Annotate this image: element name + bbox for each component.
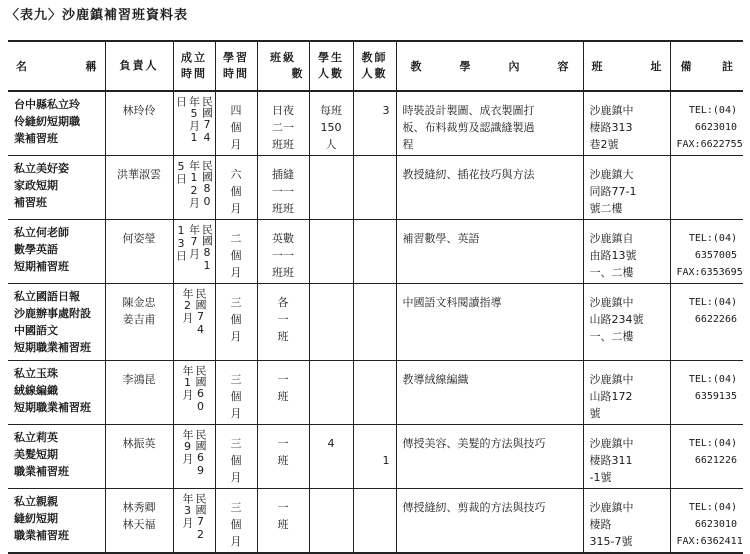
school-name-line: 伶縫紉短期職 bbox=[14, 115, 80, 128]
address-cell bbox=[583, 91, 670, 156]
teachers-cell bbox=[353, 220, 396, 284]
classes-line: 班 bbox=[277, 518, 289, 531]
students-line: 4 bbox=[327, 437, 335, 450]
founded-date: 民國69年9月 bbox=[181, 429, 207, 477]
address-line: 同路77-1 bbox=[589, 185, 637, 198]
content-cell bbox=[396, 425, 583, 489]
owner-name: 洪華淑雲 bbox=[117, 168, 161, 181]
table-row bbox=[8, 425, 743, 489]
school-name-line: 沙鹿辦事處附設 bbox=[14, 307, 91, 320]
address-line: 一、二樓 bbox=[589, 266, 634, 279]
duration-line: 三 bbox=[230, 296, 242, 309]
table-row bbox=[8, 284, 743, 361]
school-name-line: 短期補習班 bbox=[14, 260, 69, 273]
header-founded: 成立 時間 bbox=[173, 41, 215, 91]
address-line: 一、二樓 bbox=[589, 330, 634, 343]
duration-line: 個 bbox=[230, 518, 242, 531]
content-line: 傳授縫紉、剪裁的方法與技巧 bbox=[402, 501, 546, 514]
school-name-line: 職業補習班 bbox=[14, 529, 69, 542]
school-name-line: 中國語文 bbox=[14, 324, 58, 337]
classes-line: 一一 bbox=[272, 185, 294, 198]
notes-line: FAX:6353695 bbox=[676, 267, 743, 278]
content-line: 教授縫紉、插花技巧與方法 bbox=[402, 168, 535, 181]
classes-cell bbox=[257, 489, 309, 554]
founded-date: 民國60年1月 bbox=[181, 365, 207, 413]
owner-cell bbox=[105, 91, 173, 156]
classes-cell bbox=[257, 361, 309, 425]
classes-line: 班 bbox=[277, 454, 289, 467]
address-line: 沙鹿鎮中 bbox=[589, 373, 634, 386]
owner-cell bbox=[105, 489, 173, 554]
teachers-count: 3 bbox=[382, 104, 390, 117]
duration-line: 月 bbox=[230, 202, 242, 215]
founded-cell bbox=[173, 284, 215, 361]
duration-line: 個 bbox=[230, 313, 242, 326]
duration-line: 個 bbox=[230, 454, 242, 467]
notes-line: TEL:(04) bbox=[688, 502, 737, 513]
header-students: 學生 人數 bbox=[309, 41, 353, 91]
content-line: 傳授美容、美髮的方法與技巧 bbox=[402, 437, 546, 450]
duration-cell bbox=[215, 489, 257, 554]
content-line: 補習數學、英語 bbox=[402, 232, 480, 245]
classes-line: 各 bbox=[277, 296, 289, 309]
address-line: 沙鹿鎮中 bbox=[589, 104, 634, 117]
founded-cell bbox=[173, 425, 215, 489]
address-line: 棲路311 bbox=[589, 454, 633, 467]
owner-name: 何姿瑩 bbox=[122, 232, 156, 245]
school-name-line: 私立美好姿 bbox=[14, 162, 69, 175]
owner-cell bbox=[105, 156, 173, 220]
header-owner: 負責人 bbox=[105, 41, 173, 91]
classes-line: 插縫 bbox=[272, 168, 294, 181]
content-cell bbox=[396, 91, 583, 156]
classes-line: 一 bbox=[277, 501, 289, 514]
classes-cell bbox=[257, 284, 309, 361]
classes-line: 班班 bbox=[272, 138, 294, 151]
address-line: 巷2號 bbox=[589, 138, 619, 151]
duration-cell bbox=[215, 220, 257, 284]
duration-line: 三 bbox=[230, 501, 242, 514]
school-name-cell bbox=[8, 425, 105, 489]
owner-name: 林玲伶 bbox=[122, 104, 156, 117]
teachers-cell bbox=[353, 425, 396, 489]
notes-line: FAX:6622755 bbox=[676, 139, 743, 150]
address-cell bbox=[583, 284, 670, 361]
notes-line: TEL:(04) bbox=[688, 438, 737, 449]
owner-name: 林秀卿 bbox=[122, 501, 156, 514]
table-caption: 〈表九〉沙鹿鎮補習班資料表 bbox=[6, 8, 189, 23]
content-cell bbox=[396, 284, 583, 361]
school-name-line: 台中縣私立玲 bbox=[14, 98, 80, 111]
owner-name: 林振英 bbox=[122, 437, 156, 450]
address-line: 號二樓 bbox=[589, 202, 623, 215]
school-name-cell bbox=[8, 361, 105, 425]
duration-line: 月 bbox=[230, 471, 242, 484]
students-cell bbox=[309, 91, 353, 156]
duration-cell bbox=[215, 91, 257, 156]
header-teachers: 教師 人數 bbox=[353, 41, 396, 91]
notes-line: TEL:(04) bbox=[688, 233, 737, 244]
duration-line: 月 bbox=[230, 330, 242, 343]
students-cell bbox=[309, 284, 353, 361]
table-row bbox=[8, 361, 743, 425]
notes-line: 6623010 bbox=[694, 519, 737, 530]
school-name-line: 絨線編織 bbox=[14, 384, 58, 397]
teachers-cell bbox=[353, 156, 396, 220]
students-cell bbox=[309, 220, 353, 284]
owner-name: 陳金忠 bbox=[122, 296, 156, 309]
address-cell bbox=[583, 220, 670, 284]
notes-cell bbox=[670, 425, 743, 489]
school-name-line: 短期職業補習班 bbox=[14, 401, 91, 414]
school-name-line: 職業補習班 bbox=[14, 465, 69, 478]
founded-cell bbox=[173, 220, 215, 284]
header-row bbox=[8, 41, 743, 91]
table-row bbox=[8, 489, 743, 554]
teachers-cell bbox=[353, 284, 396, 361]
address-line: 沙鹿鎮中 bbox=[589, 296, 634, 309]
address-line: 棲路313 bbox=[589, 121, 633, 134]
school-name-cell bbox=[8, 91, 105, 156]
owner-cell bbox=[105, 361, 173, 425]
content-cell bbox=[396, 220, 583, 284]
notes-cell bbox=[670, 361, 743, 425]
address-line: 沙鹿鎮中 bbox=[589, 501, 634, 514]
table-row bbox=[8, 91, 743, 156]
classes-line: 一 bbox=[277, 373, 289, 386]
school-name-line: 美髮短期 bbox=[14, 448, 58, 461]
school-name-line: 業補習班 bbox=[14, 132, 58, 145]
address-cell bbox=[583, 425, 670, 489]
content-cell bbox=[396, 361, 583, 425]
classes-line: 一一 bbox=[272, 249, 294, 262]
classes-cell bbox=[257, 220, 309, 284]
founded-date: 民國80年12月5日 bbox=[174, 160, 214, 208]
school-name-cell bbox=[8, 156, 105, 220]
duration-line: 三 bbox=[230, 437, 242, 450]
header-content: 教 學 內 容 bbox=[396, 41, 583, 91]
owner-name: 姜吉甫 bbox=[122, 313, 156, 326]
school-name-cell bbox=[8, 284, 105, 361]
school-name-cell bbox=[8, 220, 105, 284]
students-line: 人 bbox=[325, 138, 337, 151]
students-cell bbox=[309, 425, 353, 489]
address-line: 沙鹿鎮自 bbox=[589, 232, 634, 245]
classes-line: 日夜 bbox=[272, 104, 294, 117]
notes-line: 6622266 bbox=[694, 314, 737, 325]
duration-line: 月 bbox=[230, 407, 242, 420]
address-line: 315-7號 bbox=[589, 535, 633, 548]
owner-cell bbox=[105, 220, 173, 284]
notes-line: TEL:(04) bbox=[688, 374, 737, 385]
duration-line: 個 bbox=[230, 185, 242, 198]
school-name-line: 短期職業補習班 bbox=[14, 341, 91, 354]
cram-school-table bbox=[8, 40, 743, 554]
duration-line: 個 bbox=[230, 121, 242, 134]
address-line: 棲路 bbox=[589, 518, 612, 531]
teachers-cell bbox=[353, 489, 396, 554]
owner-cell bbox=[105, 284, 173, 361]
table-body bbox=[8, 91, 743, 553]
classes-cell bbox=[257, 91, 309, 156]
content-line: 程 bbox=[402, 138, 414, 151]
classes-line: 班 bbox=[277, 330, 289, 343]
notes-line: 6623010 bbox=[694, 122, 737, 133]
duration-line: 四 bbox=[230, 104, 242, 117]
address-line: 沙鹿鎮中 bbox=[589, 437, 634, 450]
teachers-cell bbox=[353, 361, 396, 425]
content-line: 時裝設計製圖、成衣製圖打 bbox=[402, 104, 535, 117]
classes-cell bbox=[257, 156, 309, 220]
classes-line: 班班 bbox=[272, 202, 294, 215]
classes-line: 一 bbox=[277, 313, 289, 326]
duration-line: 個 bbox=[230, 249, 242, 262]
content-cell bbox=[396, 156, 583, 220]
students-cell bbox=[309, 489, 353, 554]
founded-cell bbox=[173, 489, 215, 554]
notes-line: 6621226 bbox=[694, 455, 737, 466]
school-name-line: 數學英語 bbox=[14, 243, 58, 256]
header-duration: 學習 時間 bbox=[215, 41, 257, 91]
address-line: 由路13號 bbox=[589, 249, 637, 262]
notes-line: 6357005 bbox=[694, 250, 737, 261]
school-name-line: 私立玉珠 bbox=[14, 367, 58, 380]
header-name: 名 稱 bbox=[8, 41, 105, 91]
address-cell bbox=[583, 489, 670, 554]
notes-cell bbox=[670, 489, 743, 554]
classes-line: 一 bbox=[277, 437, 289, 450]
address-line: -1號 bbox=[589, 471, 612, 484]
address-line: 山路234號 bbox=[589, 313, 644, 326]
teachers-count: 1 bbox=[382, 454, 390, 467]
address-cell bbox=[583, 156, 670, 220]
content-line: 中國語文科閱讀指導 bbox=[402, 296, 502, 309]
school-name-cell bbox=[8, 489, 105, 554]
school-name-line: 縫紉短期 bbox=[14, 512, 58, 525]
classes-line: 班班 bbox=[272, 266, 294, 279]
duration-line: 六 bbox=[230, 168, 242, 181]
classes-line: 二一 bbox=[272, 121, 294, 134]
notes-line: TEL:(04) bbox=[688, 105, 737, 116]
header-notes: 備 註 bbox=[670, 41, 743, 91]
founded-cell bbox=[173, 91, 215, 156]
students-cell bbox=[309, 156, 353, 220]
notes-cell bbox=[670, 156, 743, 220]
header-classes: 班級 數 bbox=[257, 41, 309, 91]
school-name-line: 私立何老師 bbox=[14, 226, 69, 239]
address-cell bbox=[583, 361, 670, 425]
notes-line: TEL:(04) bbox=[688, 297, 737, 308]
address-line: 號 bbox=[589, 407, 601, 420]
content-cell bbox=[396, 489, 583, 554]
founded-date: 民國74年5月1日 bbox=[174, 96, 214, 144]
duration-cell bbox=[215, 361, 257, 425]
school-name-line: 私立親親 bbox=[14, 495, 58, 508]
header-address: 班 址 bbox=[583, 41, 670, 91]
duration-cell bbox=[215, 425, 257, 489]
notes-cell bbox=[670, 220, 743, 284]
school-name-line: 家政短期 bbox=[14, 179, 58, 192]
notes-line: 6359135 bbox=[694, 391, 737, 402]
duration-cell bbox=[215, 284, 257, 361]
duration-line: 三 bbox=[230, 373, 242, 386]
table-row bbox=[8, 156, 743, 220]
founded-cell bbox=[173, 361, 215, 425]
classes-line: 班 bbox=[277, 390, 289, 403]
students-cell bbox=[309, 361, 353, 425]
content-line: 教導絨線編織 bbox=[402, 373, 469, 386]
address-line: 山路172 bbox=[589, 390, 633, 403]
school-name-line: 私立莉英 bbox=[14, 431, 58, 444]
owner-name: 林天福 bbox=[122, 518, 156, 531]
classes-line: 英數 bbox=[272, 232, 294, 245]
duration-line: 二 bbox=[230, 232, 242, 245]
notes-cell bbox=[670, 91, 743, 156]
notes-cell bbox=[670, 284, 743, 361]
students-line: 150 bbox=[320, 121, 342, 134]
classes-cell bbox=[257, 425, 309, 489]
content-line: 板、布料裁剪及認識縫製過 bbox=[402, 121, 535, 134]
duration-line: 月 bbox=[230, 266, 242, 279]
address-line: 沙鹿鎮大 bbox=[589, 168, 634, 181]
duration-line: 個 bbox=[230, 390, 242, 403]
owner-name: 李鴻昆 bbox=[122, 373, 156, 386]
founded-date: 民國81年7月13日 bbox=[174, 224, 214, 272]
notes-line: FAX:6362411 bbox=[676, 536, 743, 547]
founded-date: 民國72年3月 bbox=[181, 493, 207, 541]
school-name-line: 私立國語日報 bbox=[14, 290, 80, 303]
teachers-cell bbox=[353, 91, 396, 156]
founded-cell bbox=[173, 156, 215, 220]
duration-line: 月 bbox=[230, 138, 242, 151]
duration-line: 月 bbox=[230, 535, 242, 548]
duration-cell bbox=[215, 156, 257, 220]
students-line: 每班 bbox=[320, 104, 342, 117]
table-row bbox=[8, 220, 743, 284]
owner-cell bbox=[105, 425, 173, 489]
school-name-line: 補習班 bbox=[14, 196, 47, 209]
founded-date: 民國74年2月 bbox=[181, 288, 207, 336]
